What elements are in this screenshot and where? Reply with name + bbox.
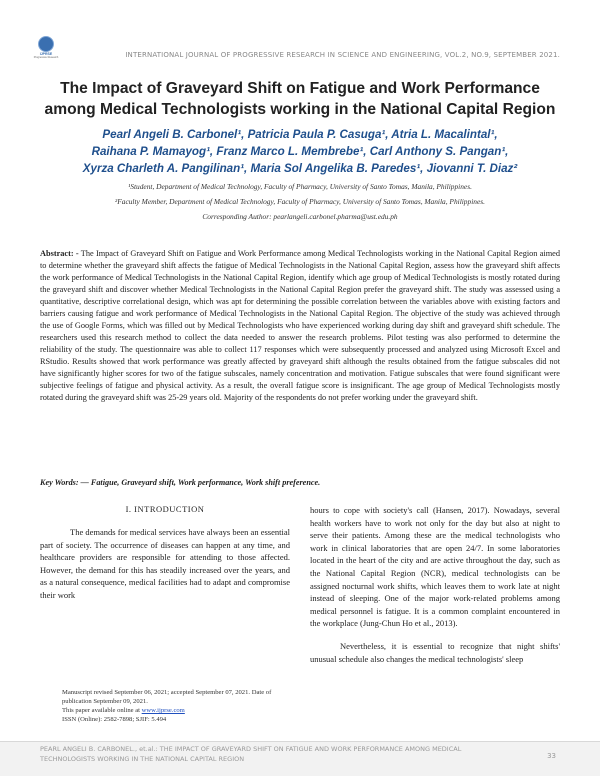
- corresponding-author: Corresponding Author: pearlangeli.carbonel.pharma@ust.edu.ph: [202, 212, 398, 221]
- logo-emblem-icon: [38, 36, 54, 52]
- introduction-right-column: [310, 504, 560, 665]
- keywords: Key Words: — Fatigue, Graveyard shift, Work performance, Work shift preference.: [40, 478, 321, 487]
- journal-website-link[interactable]: www.ijprse.com: [141, 707, 185, 714]
- logo-subtitle: Progressive Research: [33, 56, 59, 59]
- introduction-left-column: The demands for medical services have always been an essential part of society. The occurrence of diseases can happen at any time, and healthcare providers are responsible for attending to those affected. However, the demand for this has steadily increased over the years, and as a natural consequence, medical facilities had to adapt and compromise their work: [40, 527, 290, 600]
- manuscript-info: [62, 688, 290, 724]
- manuscript-availability: [62, 706, 290, 715]
- abstract-text: The Impact of Graveyard Shift on Fatigue and Work Performance among Medical Technologists working in the National Capital Region aimed to determine whether the graveyard shift affects the fatigue of Medical Technologists in the National Capital Region, assess how the graveyard shift affects the work performance of Medical Technologists in the National Capital Region, identify which age group of Medical Technologists is mostly rotated during the graveyard shift and discover whether Medical Technologists in the National Capital Region prefer the graveyard shift. The study was assessed using a quantitative, descriptive correlational design, which was apt for determining the possible correlation between the variables above with existing factors and barriers causing fatigue and work performance of Medical Technologists in the National Capital Region. The objective of the study was achieved through the use of Google Forms, which was filled out by Medical Technologists who have experienced working during day shift and graveyard shift schedule. The researchers used this research method to collect the data needed to answer the research problems. Pilot testing was also performed to determine the reliability of the study. The questionnaire was able to collect 117 responses which were subsequently processed and analyzed using Microsoft Excel and RStudio. Results showed that work performance was greatly affected by graveyard shift although the results obtained from the fatigue subscales did not have significantly higher scores for two of the fatigue subscales, namely concentration and motivation. Fatigue subscales that were found significant were subjective feelings of fatigue and physical activity. As a result, the overall fatigue score is insignificant. The age group of Medical Technologists mostly rotated during the graveyard shift was 25-29 years old. Majority of the respondents do not prefer working under the graveyard shift.: [40, 249, 560, 402]
- journal-header: INTERNATIONAL JOURNAL OF PROGRESSIVE RESEARCH IN SCIENCE AND ENGINEERING, VOL.2, NO.9, SEPTEMBER 2021.: [125, 51, 560, 59]
- footer-running-title: PEARL ANGELI B. CARBONEL., et.al.: THE IMPACT OF GRAVEYARD SHIFT ON FATIGUE AND WORK PERFORMANCE AMONG MEDICAL TECHNOLOGISTS WORKING IN THE NATIONAL CAPITAL REGION: [40, 745, 462, 763]
- footer-divider: [0, 741, 600, 742]
- affiliation-faculty: ²Faculty Member, Department of Medical Technology, Faculty of Pharmacy, University of Santo Tomas, Manila, Philippines.: [115, 197, 485, 206]
- manuscript-dates: Manuscript revised September 06, 2021; accepted September 07, 2021. Date of publication September 09, 2021.: [62, 689, 272, 705]
- paragraph: hours to cope with society's call (Hansen, 2017). Nowadays, several health workers have to work not only for the day but also at night to serve their patients. Among these are the medical technologists who work in clinical laboratories that are open 24/7. In some laboratories located in the heart of the city and are active throughout the day, such as the National Capital Region (NCR), medical technologists can be assigned nocturnal work shifts, which leaves them to work late at night instead of sleeping. One of the major work-related problems among medical personnel is fatigue. It is a common complaint encountered in the workplace (Jung-Chun Ho et al., 2013).: [310, 505, 560, 629]
- author-line: Raihana P. Mamayog¹, Franz Marco L. Membrebe¹, Carl Anthony S. Pangan¹,: [91, 145, 509, 158]
- page-number: 33: [547, 752, 556, 760]
- paragraph: Nevertheless, it is essential to recognize that night shifts' unusual schedule also changes the medical technologists' sleep: [310, 640, 560, 664]
- availability-prefix: This paper available online at: [62, 707, 142, 714]
- affiliation-student: ¹Student, Department of Medical Technology, Faculty of Pharmacy, University of Santo Tomas, Manila, Philippines.: [128, 182, 472, 191]
- author-line: Pearl Angeli B. Carbonel¹, Patricia Paula P. Casuga¹, Atria L. Macalintal¹,: [102, 128, 498, 141]
- author-list: [40, 126, 560, 177]
- section-heading-introduction: I. INTRODUCTION: [125, 504, 205, 514]
- author-line: Xyrza Charleth A. Pangilinan¹, Maria Sol Angelika B. Paredes¹, Jiovanni T. Diaz²: [82, 162, 518, 175]
- paper-title: The Impact of Graveyard Shift on Fatigue and Work Performance among Medical Technologists working in the National Capital Region: [44, 80, 556, 118]
- logo-name: IJPRSE: [39, 52, 53, 56]
- manuscript-issn: ISSN (Online): 2582-7898; SJIF: 5.494: [62, 716, 167, 723]
- journal-logo: [32, 36, 60, 59]
- abstract: [40, 248, 560, 404]
- abstract-label: Abstract: -: [40, 249, 79, 258]
